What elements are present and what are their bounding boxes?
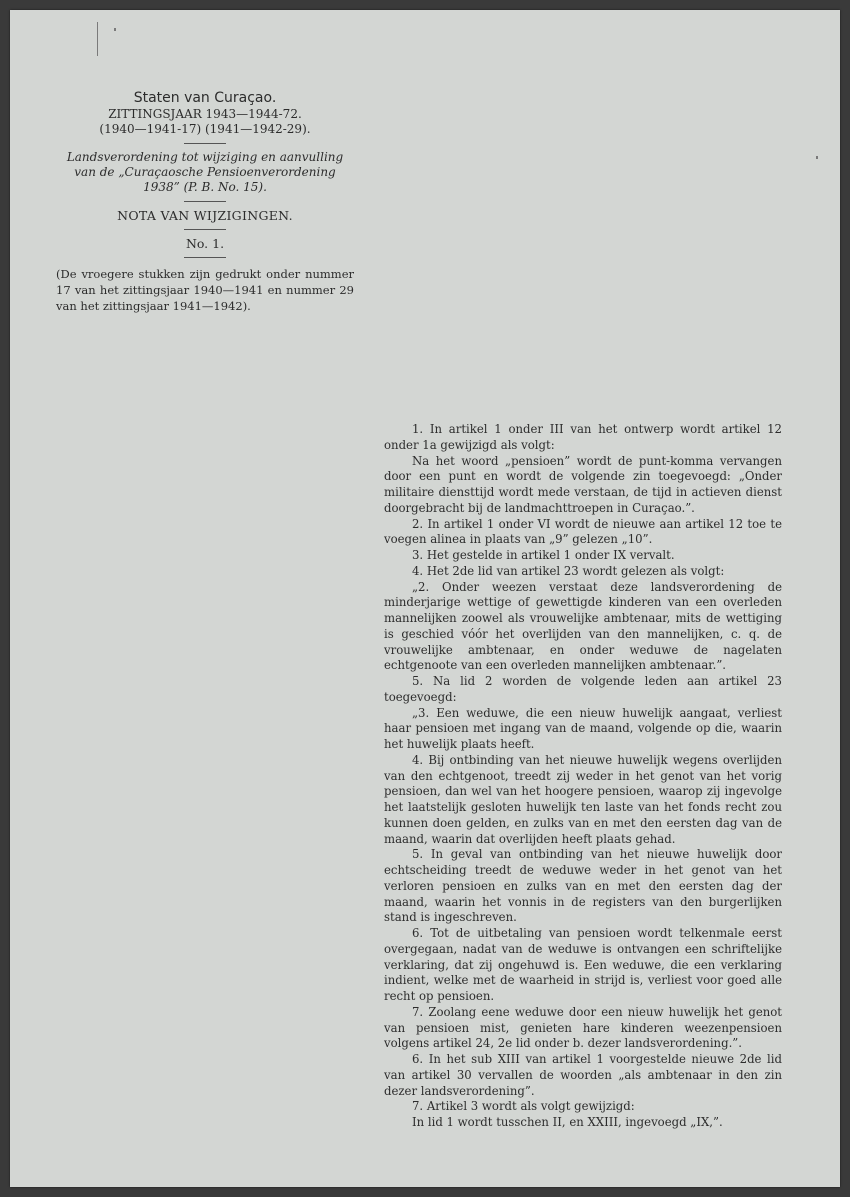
paragraph: „3. Een weduwe, die een nieuw huwelijk aangaat, verliest haar pensioen met ingang van de maand, volgende op die, waarin het huwelijk plaats heeft. bbox=[384, 705, 782, 751]
document-header bbox=[56, 90, 354, 314]
divider bbox=[184, 201, 226, 202]
session-references: (1940—1941-17) (1941—1942-29). bbox=[99, 122, 311, 136]
paragraph: 5. Na lid 2 worden de volgende leden aan artikel 23 toegevoegd: bbox=[384, 674, 782, 704]
ink-speck bbox=[816, 156, 818, 159]
paragraph: 1. In artikel 1 onder III van het ontwerp wordt artikel 12 onder 1a gewijzigd als volgt: bbox=[384, 422, 782, 452]
paragraph: 6. In het sub XIII van artikel 1 voorgestelde nieuwe 2de lid van artikel 30 vervallen de woorden „als ambtenaar in den zin dezer landsverordening”. bbox=[384, 1052, 782, 1098]
paragraph: 4. Bij ontbinding van het nieuwe huwelijk wegens overlijden van den echtgenoot, treedt zij weder in het genot van het vorig pensioen, dan wel van het hoogere pensioen, waarop zij ingevolge het laatstelijk gesloten huwelijk ten laste van het fonds recht zou kunnen doen gelden, en zulks van en met den eersten dag van de maand, waarin dat overlijden heeft plaats gehad. bbox=[384, 752, 782, 846]
paragraph: In lid 1 wordt tusschen II, en XXIII, ingevoegd „IX,”. bbox=[412, 1115, 723, 1129]
amendments-text bbox=[384, 422, 782, 1131]
prior-documents-note: (De vroegere stukken zijn gedrukt onder nummer 17 van het zittingsjaar 1940—1941 en nummer 29 van het zittingsjaar 1941—1942). bbox=[56, 267, 354, 313]
paragraph: 4. Het 2de lid van artikel 23 wordt gelezen als volgt: bbox=[412, 563, 725, 578]
paragraph: 2. In artikel 1 onder VI wordt de nieuwe aan artikel 12 toe te voegen alinea in plaats van „9” gelezen „10”. bbox=[384, 516, 782, 547]
paragraph: „2. Onder weezen verstaat deze landsverordening de minderjarige wettige of gewettigde kinderen van een overleden mannelijken zoowel als vrouwelijke ambtenaar, mits de wettiging is geschied vóór het overlijden van den mannelijken, c. q. de vrouwelijke ambtenaar, en onder weduwe de nagelaten echtgenoote van een overleden mannelijken ambtenaar.”. bbox=[384, 579, 782, 673]
paragraph: 6. Tot de uitbetaling van pensioen wordt telkenmale eerst overgegaan, nadat van de weduwe is ontvangen een schriftelijke verklaring, dat zij ongehuwd is. Een weduwe, die een verklaring indient, welke met de waarheid in strijd is, verliest voor goed alle recht op pensioen. bbox=[384, 926, 782, 1003]
paragraph: 7. Artikel 3 wordt als volgt gewijzigd: bbox=[412, 1099, 635, 1114]
divider bbox=[184, 143, 226, 144]
ink-speck bbox=[97, 22, 98, 56]
divider bbox=[184, 257, 226, 258]
paragraph: 3. Het gestelde in artikel 1 onder IX vervalt. bbox=[412, 548, 675, 562]
nota-heading: NOTA VAN WIJZIGINGEN. bbox=[117, 208, 293, 223]
paragraph: Na het woord „pensioen” wordt de punt-komma vervangen door een punt en wordt de volgende zin toegevoegd: „Onder militaire diensttijd wordt mede verstaan, de tijd in actieven dienst doorgebracht bij de landmachttroepen in Curaçao.”. bbox=[384, 453, 782, 515]
session-year: ZITTINGSJAAR 1943—1944-72. bbox=[108, 107, 302, 121]
paragraph: 7. Zoolang eene weduwe door een nieuw huwelijk het genot van pensioen mist, genieten hare kinderen weezenpensioen volgens artikel 24, 2e lid onder b. dezer landsverordening.”. bbox=[384, 1004, 782, 1051]
house-name: Staten van Curaçao. bbox=[133, 90, 277, 106]
ink-speck bbox=[114, 28, 116, 31]
nota-number: No. 1. bbox=[185, 236, 225, 251]
document-page bbox=[10, 10, 840, 1187]
ordinance-title: Landsverordening tot wijziging en aanvulling van de „Curaçaosche Pensioenverordening 1938” (P. B. No. 15). bbox=[66, 150, 344, 194]
divider bbox=[184, 229, 226, 230]
paragraph: 5. In geval van ontbinding van het nieuwe huwelijk door echtscheiding treedt de weduwe weder in het genot van het verloren pensioen en zulks van en met den eersten dag der maand, waarin het vonnis in de registers van den burgerlijken stand is ingeschreven. bbox=[384, 847, 782, 925]
